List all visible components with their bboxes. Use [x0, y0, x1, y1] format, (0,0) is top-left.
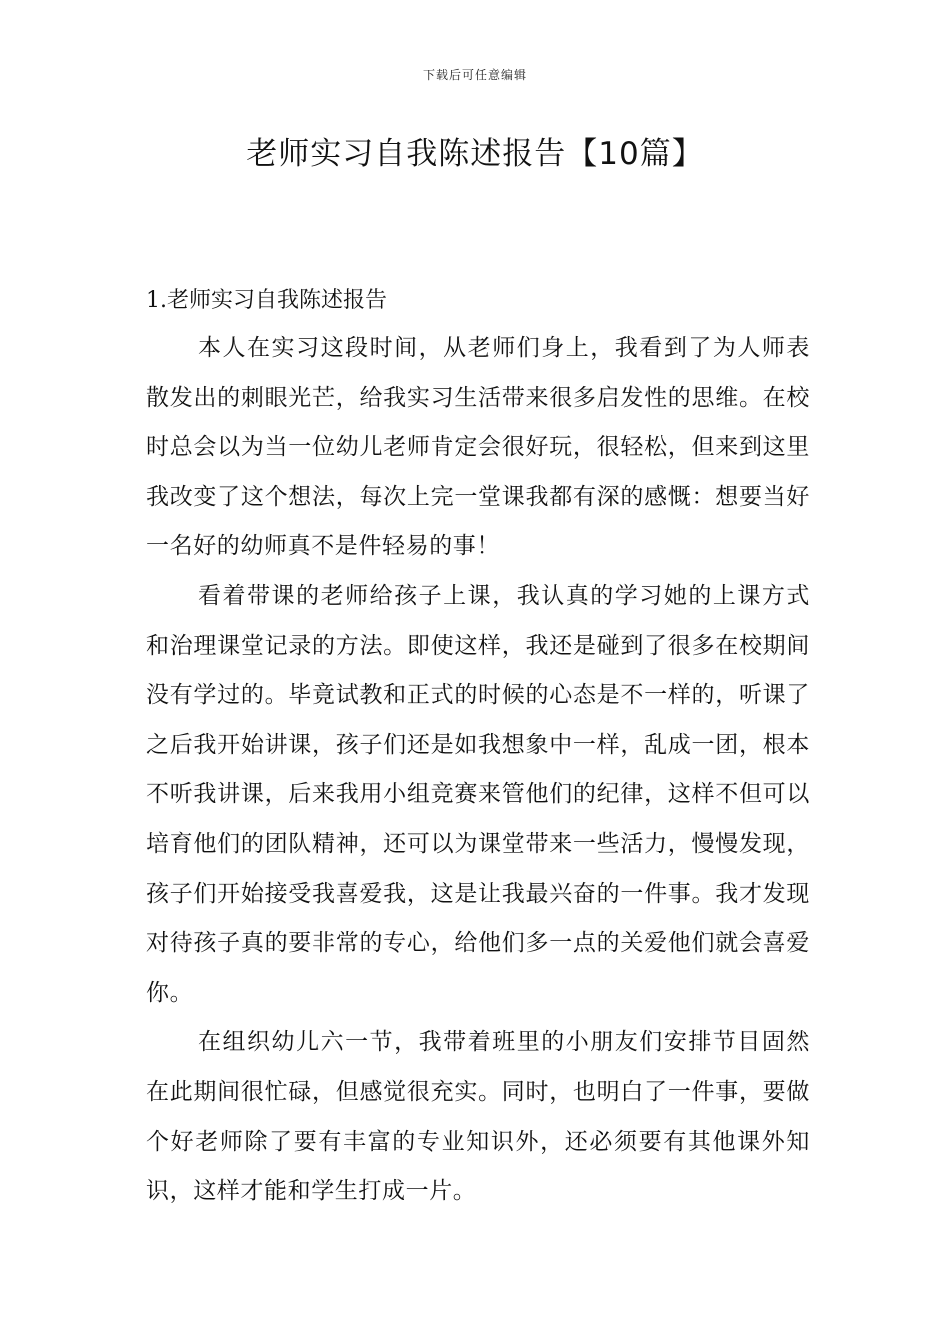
paragraph: 本人在实习这段时间，从老师们身上，我看到了为人师表散发出的刺眼光芒，给我实习生活带来很多启发性的思维。在校时总会以为当一位幼儿老师肯定会很好玩，很轻松，但来到这里我改变了这个想法，每次上完一堂课我都有深的感慨：想要当好一名好的幼师真不是件轻易的事！: [146, 335, 810, 560]
body-text: [146, 324, 810, 1217]
paragraph: 在组织幼儿六一节，我带着班里的小朋友们安排节目固然在此期间很忙碌，但感觉很充实。同时，也明白了一件事，要做个好老师除了要有丰富的专业知识外，还必须要有其他课外知识，这样才能和学生打成一片。: [146, 1029, 810, 1205]
document-title: 老师实习自我陈述报告【10篇】: [246, 136, 704, 172]
section-heading: 1.老师实习自我陈述报告: [146, 288, 387, 313]
header-note: 下载后可任意编辑: [422, 68, 527, 82]
paragraph: 看着带课的老师给孩子上课，我认真的学习她的上课方式和治理课堂记录的方法。即使这样，我还是碰到了很多在校期间没有学过的。毕竟试教和正式的时候的心态是不一样的，听课了之后我开始讲课，孩子们还是如我想象中一样，乱成一团，根本不听我讲课，后来我用小组竞赛来管他们的纪律，这样不但可以培育他们的团队精神，还可以为课堂带来一些活力，慢慢发现，孩子们开始接受我喜爱我，这是让我最兴奋的一件事。我才发现对待孩子真的要非常的专心，给他们多一点的关爱他们就会喜爱你。: [146, 582, 810, 1006]
